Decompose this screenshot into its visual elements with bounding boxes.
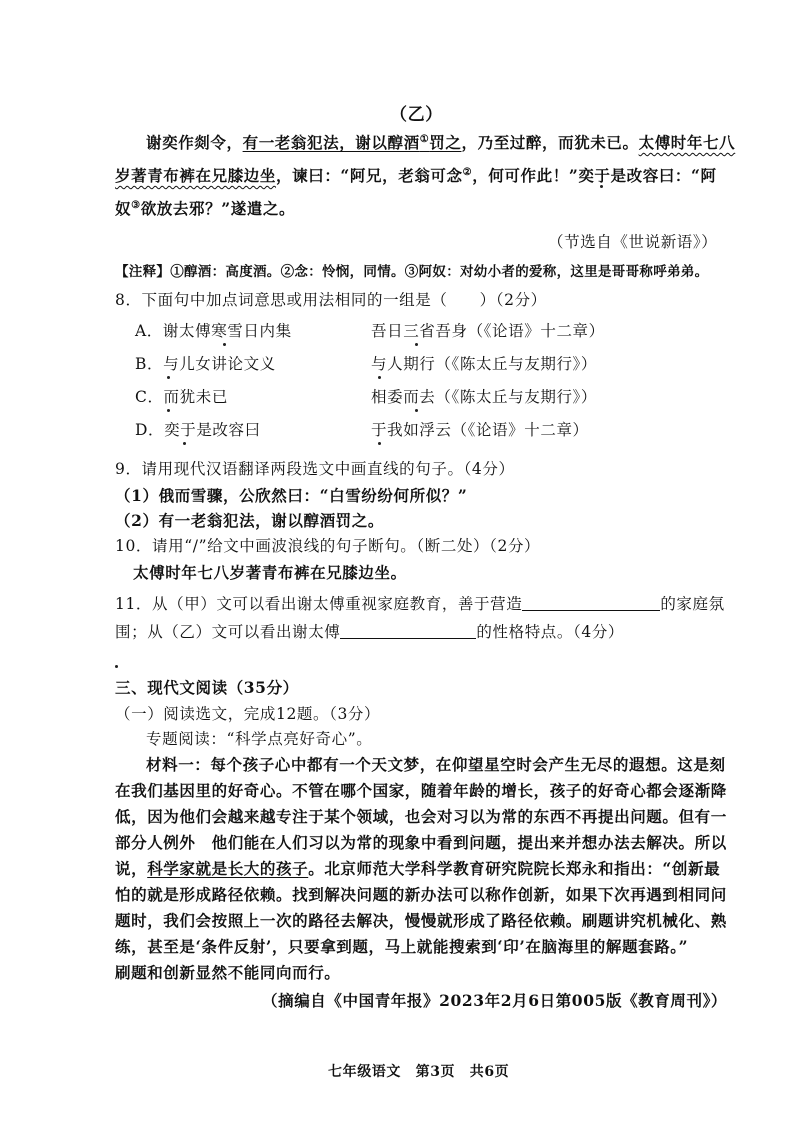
material-1-line-3: 低，因为他们会越来越专注于某个领域，也会对习以为常的东西不再提出问题。但有一 (115, 807, 727, 826)
emphasis-dot (415, 343, 418, 346)
passage-text: 欲放去邪？”遂遣之。 (140, 199, 296, 218)
question-11-line-2 (115, 622, 624, 642)
passage-text: 奴 (115, 199, 132, 218)
footnote-marker-1: ① (419, 133, 430, 145)
material-text: 说， (115, 859, 148, 878)
wavy-underlined-text: 岁著青布裤在兄膝边坐 (115, 166, 277, 185)
part-3-heading: 三、现代文阅读（35分） (115, 678, 299, 697)
passage-text: ，何可作此！”奕于是改容曰：“阿 (472, 166, 717, 185)
material-1-line-1: 材料一：每个孩子心中都有一个天文梦，在仰望星空时会产生无尽的遐想。这是刻 (146, 755, 726, 774)
passage-yi-notes: 【注释】①醇酒：高度酒。②念：怜悯，同情。③阿奴：对幼小者的爱称，这里是哥哥称呼弟弟。 (115, 264, 709, 280)
q11-text: 围；从（乙）文可以看出谢太傅 (115, 623, 341, 641)
q8-option-d-right: 于我如浮云（《论语》十二章） (371, 421, 589, 439)
passage-yi-source: （节选自《世说新语》） (548, 233, 718, 251)
q8-option-c-right: 相委而去（《陈太丘与友期行》） (371, 388, 598, 406)
footnote-marker-2: ② (462, 166, 473, 178)
q8-option-c-left: C．而犹未已 (135, 388, 228, 406)
emphasis-dot (378, 376, 381, 379)
question-8-stem: 8．下面句中加点词意思或用法相同的一组是（ ）（2分） (115, 291, 547, 309)
answer-blank-1[interactable] (522, 594, 660, 611)
q11-text: 的家庭氛 (660, 595, 725, 613)
question-9-sentence-2: （2）有一老翁犯法，谢以醇酒罚之。 (115, 511, 384, 530)
page-footer: 七年级语文 第3页 共6页 (328, 1064, 510, 1080)
passage-yi-line-3 (115, 199, 295, 219)
underlined-text-b: 罚之 (429, 133, 462, 152)
answer-blank-2[interactable] (340, 622, 476, 639)
q11-text: 的性格特点。（4分） (476, 623, 625, 641)
emphasis-dot (167, 376, 170, 379)
emphasis-dot (415, 409, 418, 412)
material-1-line-2: 在我们基因里的好奇心。不管在哪个国家，随着年龄的增长，孩子的好奇心都会逐渐降 (115, 781, 727, 800)
question-11-line-1 (115, 594, 725, 614)
passage-text: ，谏曰：“阿兄，老翁可念 (276, 166, 463, 185)
part-3-subheading: （一）阅读选文，完成12题。（3分） (115, 705, 381, 723)
emphasis-dot (167, 409, 170, 412)
question-10-stem: 10．请用“/”给文中画波浪线的句子断句。（断二处）（2分） (115, 537, 541, 555)
question-9-sentence-1: （1）俄而雪骤，公欣然曰：“白雪纷纷何所似？” (115, 486, 468, 505)
question-10-sentence: 太傅时年七八岁著青布裤在兄膝边坐。 (133, 563, 407, 582)
material-1-source: （摘编自《中国青年报》2023年2月6日第005版《教育周刊》） (262, 991, 728, 1010)
part-3-topic: 专题阅读：“科学点亮好奇心”。 (146, 730, 373, 748)
q8-option-b-left: B．与儿女讲论文义 (135, 355, 276, 373)
underlined-text-a: 有一老翁犯法，谢以醇酒 (242, 133, 420, 152)
section-heading-yi: （乙） (390, 105, 443, 125)
q8-option-a-left: A．谢太傅寒雪日内集 (135, 322, 292, 340)
emphasis-dot (378, 442, 381, 445)
material-1-line-8: 练，甚至是‘条件反射’，只要拿到题，马上就能搜索到‘印’在脑海里的解题套路。” (115, 937, 689, 956)
emphasis-dot (600, 185, 603, 188)
question-9-stem: 9．请用现代汉语翻译两段选文中画直线的句子。（4分） (115, 460, 515, 478)
passage-text: ，乃至过醉，而犹未已。 (461, 133, 639, 152)
underlined-sentence (243, 133, 462, 152)
material-text: 。北京师范大学科学教育研究院院长郑永和指出：“创新最 (308, 859, 721, 878)
passage-yi-line-1 (146, 133, 735, 153)
footnote-marker-3: ③ (131, 199, 141, 211)
q8-option-a-right: 吾日三省吾身（《论语》十二章） (371, 322, 605, 340)
material-1-line-9: 刷题和创新显然不能同向而行。 (115, 963, 341, 982)
passage-text: 谢奕作剡令， (146, 133, 243, 152)
emphasis-dot (183, 442, 186, 445)
passage-yi-line-2 (115, 166, 717, 186)
emphasis-dot (223, 343, 226, 346)
stray-dot (115, 665, 118, 668)
q8-option-d-left: D．奕于是改容曰 (135, 421, 261, 439)
material-1-line-6: 怕的就是形成路径依赖。找到解决问题的新办法可以称作创新，如果下次再遇到相同问 (115, 885, 727, 904)
underlined-phrase: 科学家就是长大的孩子 (147, 859, 309, 878)
q8-option-b-right: 与人期行（《陈太丘与友期行》） (371, 355, 598, 373)
wavy-underlined-text: 太傅时年七八 (638, 133, 736, 152)
material-1-line-7: 题时，我们会按照上一次的路径去解决，慢慢就形成了路径依赖。刷题讲究机械化、熟 (115, 911, 727, 930)
material-1-line-5 (115, 859, 720, 879)
q11-text: 11．从（甲）文可以看出谢太傅重视家庭教育，善于营造 (115, 595, 523, 613)
material-1-line-4: 部分人例外 他们能在人们习以为常的现象中看到问题，提出来并想办法去解决。所以 (115, 833, 727, 852)
